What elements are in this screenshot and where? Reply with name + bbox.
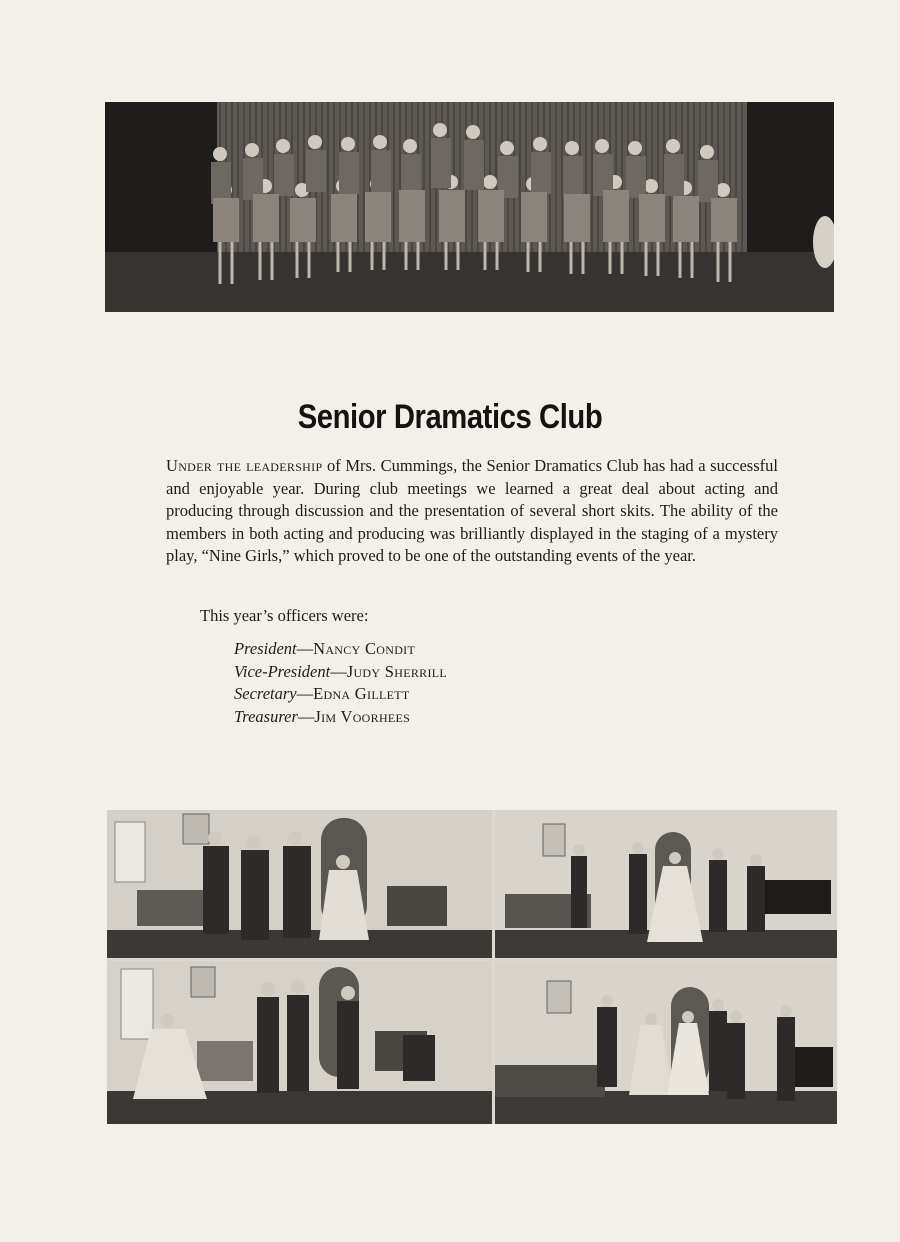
group-photo-image xyxy=(105,102,834,312)
scene-photo xyxy=(495,961,837,1124)
officer-row-vice-president xyxy=(234,661,447,684)
officer-name: Jim Voorhees xyxy=(314,706,411,726)
officer-name: Edna Gillett xyxy=(313,684,410,703)
officer-role: Vice-President xyxy=(234,661,331,681)
officer-separator: — xyxy=(296,639,314,658)
intro-paragraph xyxy=(166,455,778,568)
officer-separator: — xyxy=(297,706,315,726)
page-title: Senior Dramatics Club xyxy=(297,398,603,436)
scene-photo-image xyxy=(107,810,492,958)
officer-list xyxy=(234,638,447,728)
officer-name: Nancy Condit xyxy=(313,639,416,658)
officers-intro: This year’s officers were: xyxy=(200,606,369,625)
officer-name: Judy Sherrill xyxy=(346,661,447,681)
officer-row-secretary xyxy=(234,683,447,706)
officer-separator: — xyxy=(330,661,347,681)
officer-row-president xyxy=(234,638,447,661)
intro-body: of Mrs. Cummings, the Senior Dramatics Club has had a successful and enjoyable year. During club meetings we learned a great deal about acting and producing through discussion and the presentation of several short skits. The ability of the members in both acting and producing was brilliantly displayed in the staging of a mystery play, “Nine Girls,” which proved to be one of the outstanding events of the year. xyxy=(166,456,778,565)
officer-row-treasurer xyxy=(234,706,447,729)
officer-role: President xyxy=(234,639,297,658)
officer-role: Treasurer xyxy=(234,706,298,726)
scene-photo xyxy=(495,810,837,958)
scene-photo-image xyxy=(495,810,837,958)
scene-photo-image xyxy=(107,961,492,1124)
scene-photo xyxy=(107,810,492,958)
officer-separator: — xyxy=(296,684,314,703)
intro-lead: Under the leadership xyxy=(166,456,323,475)
officer-role: Secretary xyxy=(234,684,297,703)
group-photo xyxy=(105,102,834,312)
scene-photo xyxy=(107,961,492,1124)
scene-photo-image xyxy=(495,961,837,1124)
scene-photo-grid xyxy=(107,810,837,1124)
